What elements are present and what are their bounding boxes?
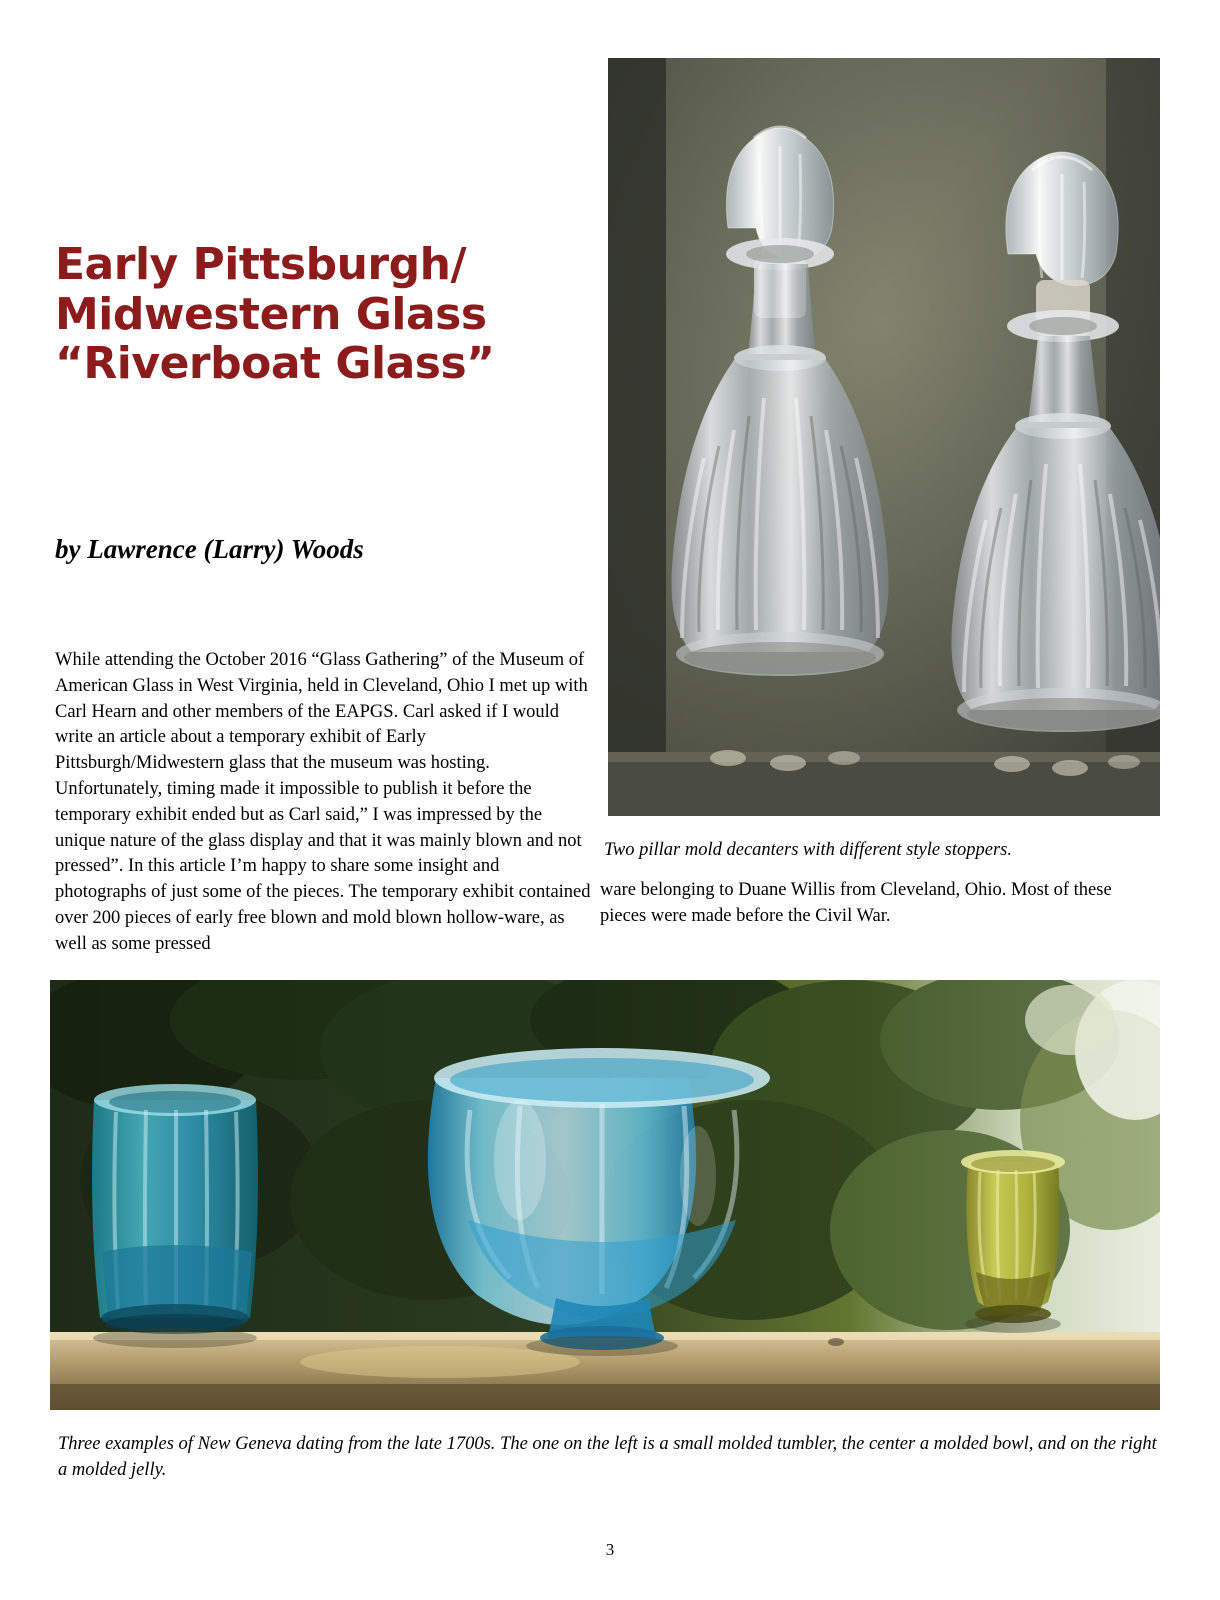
page-title [55, 240, 595, 389]
title-line-3: “Riverboat Glass” [55, 338, 495, 390]
article-body-right-column: ware belonging to Duane Willis from Cleveland, Ohio. Most of these pieces were made before the Civil War. [600, 880, 1112, 926]
title-line-2: Midwestern Glass [55, 288, 487, 340]
figure-decanters-caption: Two pillar mold decanters with different style stoppers. [604, 840, 1013, 860]
figure-decanters-photo [608, 58, 1160, 816]
figure-new-geneva-caption: Three examples of New Geneva dating from the late 1700s. The one on the left is a small molded tumbler, the center a molded bowl, and on the right a molded jelly. [58, 1434, 1157, 1480]
byline: by Lawrence (Larry) Woods [55, 534, 364, 564]
title-line-1: Early Pittsburgh/ [55, 239, 467, 290]
article-body-left-column: While attending the October 2016 “Glass Gathering” of the Museum of American Glass in West Virginia, held in Cleveland, Ohio I met up with Carl Hearn and other members of the EAPGS. Carl asked if I would write an article about a temporary exhibit of Early Pittsburgh/Midwestern glass that the museum was hosting. Unfortunately, timing made it impossible to publish it before the temporary exhibit ended but as Carl said,” I was impressed by the unique nature of the glass display and that it was mainly blown and not pressed”. In this article I’m happy to share some insight and photographs of just some of the pieces. The temporary exhibit contained over 200 pieces of early free blown and mold blown hollow-ware, as well as some pressed [55, 650, 591, 954]
page-number: 3 [605, 1540, 615, 1559]
figure-new-geneva-photo [50, 980, 1160, 1410]
